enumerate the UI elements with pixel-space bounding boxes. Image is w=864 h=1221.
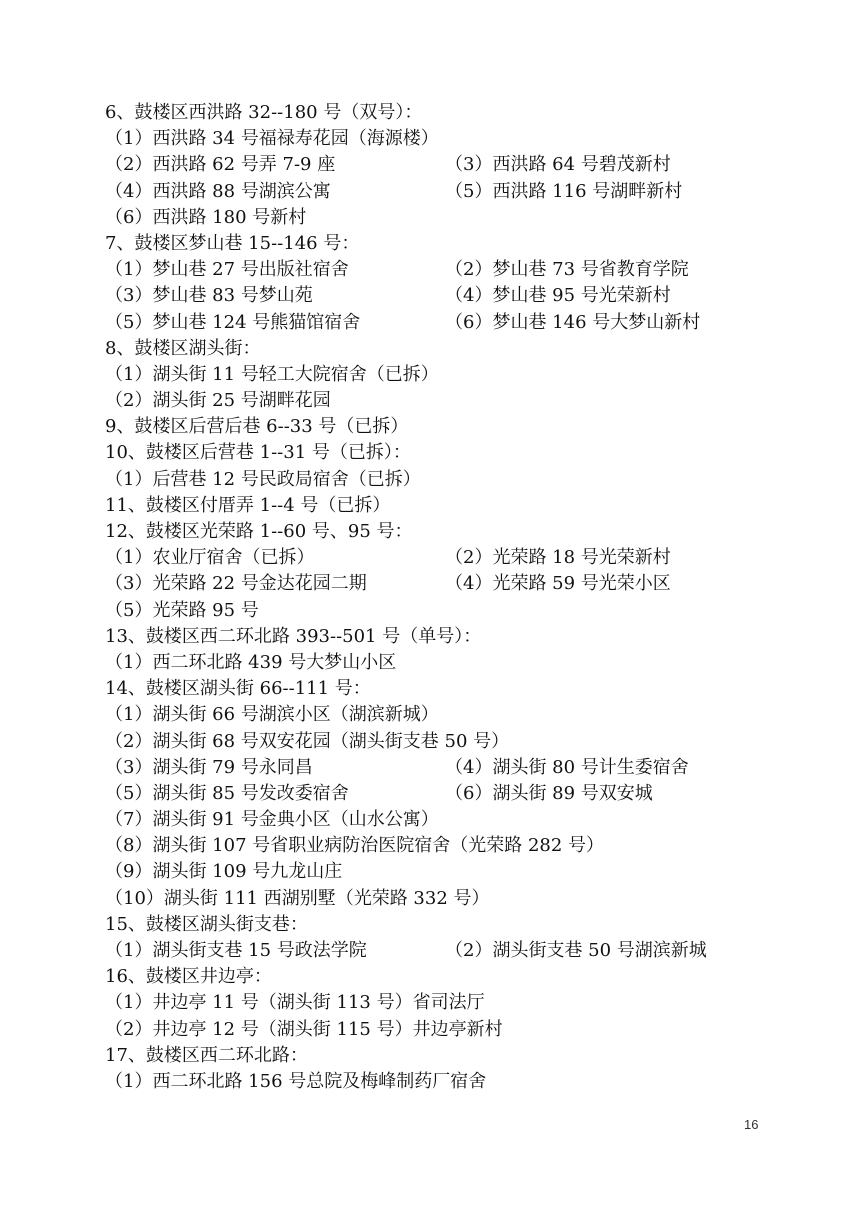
address-row	[105, 571, 785, 597]
section-heading: 10、鼓楼区后营巷 1--31 号（已拆）：	[105, 442, 411, 464]
address-row	[105, 650, 785, 676]
address-item: （6）梦山巷 146 号大梦山新村	[445, 311, 701, 333]
address-row	[105, 283, 785, 309]
address-row	[105, 755, 785, 781]
address-item: （5）光荣路 95 号	[105, 599, 259, 621]
section-heading: 12、鼓楼区光荣路 1--60 号、95 号：	[105, 521, 413, 542]
section-heading: 14、鼓楼区湖头街 66--111 号：	[105, 678, 371, 700]
address-item: （5）梦山巷 124 号熊猫馆宿舍	[105, 311, 361, 333]
address-row	[105, 938, 785, 964]
address-item: （3）西洪路 64 号碧茂新村	[445, 154, 671, 176]
address-item: （1）湖头街 11 号轻工大院宿舍（已拆）	[105, 363, 439, 385]
address-row	[105, 990, 785, 1016]
address-row	[105, 152, 785, 178]
address-item: （2）湖头街支巷 50 号湖滨新城	[445, 940, 707, 961]
address-item: （9）湖头街 109 号九龙山庄	[105, 861, 343, 883]
address-row	[105, 702, 785, 728]
address-item: （2）光荣路 18 号光荣新村	[445, 547, 671, 569]
address-item: （1）后营巷 12 号民政局宿舍（已拆）	[105, 468, 421, 490]
address-item: （7）湖头街 91 号金典小区（山水公寓）	[105, 809, 439, 831]
section-heading: 15、鼓楼区湖头街支巷：	[105, 913, 308, 935]
section-heading: 13、鼓楼区西二环北路 393--501 号（单号）：	[105, 625, 482, 647]
address-item: （2）湖头街 25 号湖畔花园	[105, 390, 331, 412]
address-item: （8）湖头街 107 号省职业病防治医院宿舍（光荣路 282 号）	[105, 835, 605, 857]
address-row	[105, 859, 785, 885]
address-item: （3）梦山巷 83 号梦山苑	[105, 285, 313, 307]
address-item: （6）湖头街 89 号双安城	[445, 782, 653, 804]
address-row	[105, 257, 785, 283]
address-item: （10）湖头街 111 西湖别墅（光荣路 332 号）	[105, 887, 490, 909]
page-number: 16	[744, 1117, 759, 1132]
address-row	[105, 598, 785, 624]
address-item: （4）湖头街 80 号计生委宿舍	[445, 756, 689, 778]
section-heading: 11、鼓楼区付厝弄 1--4 号（已拆）	[105, 494, 391, 516]
address-item: （1）井边亭 11 号（湖头街 113 号）省司法厅	[105, 992, 485, 1014]
address-item: （1）湖头街支巷 15 号政法学院	[105, 940, 367, 961]
address-row	[105, 781, 785, 807]
address-item: （6）西洪路 180 号新村	[105, 206, 307, 228]
address-item: （5）西洪路 116 号湖畔新村	[445, 180, 683, 202]
address-item: （1）西洪路 34 号福禄寿花园（海源楼）	[105, 128, 439, 150]
section-heading: 9、鼓楼区后营后巷 6--33 号（已拆）	[105, 416, 409, 438]
address-row	[105, 729, 785, 755]
section-heading: 16、鼓楼区井边亭：	[105, 966, 272, 988]
address-item: （5）湖头街 85 号发改委宿舍	[105, 782, 349, 804]
address-item: （1）湖头街 66 号湖滨小区（湖滨新城）	[105, 704, 439, 726]
address-row	[105, 388, 785, 414]
address-item: （2）梦山巷 73 号省教育学院	[445, 259, 689, 281]
address-row	[105, 310, 785, 336]
address-row	[105, 179, 785, 205]
address-row	[105, 1017, 785, 1043]
address-item: （4）梦山巷 95 号光荣新村	[445, 285, 671, 307]
address-row	[105, 362, 785, 388]
address-item: （1）农业厅宿舍（已拆）	[105, 547, 315, 569]
address-row	[105, 807, 785, 833]
address-item: （3）湖头街 79 号永同昌	[105, 756, 313, 778]
address-item: （2）西洪路 62 号弄 7-9 座	[105, 154, 336, 176]
address-item: （1）梦山巷 27 号出版社宿舍	[105, 259, 349, 281]
address-row	[105, 833, 785, 859]
address-row	[105, 886, 785, 912]
address-item: （1）西二环北路 439 号大梦山小区	[105, 651, 397, 673]
address-item: （4）光荣路 59 号光荣小区	[445, 573, 671, 595]
address-row	[105, 1069, 785, 1095]
section-heading: 7、鼓楼区梦山巷 15--146 号：	[105, 232, 360, 254]
address-item: （2）湖头街 68 号双安花园（湖头街支巷 50 号）	[105, 730, 510, 752]
section-heading: 17、鼓楼区西二环北路：	[105, 1044, 308, 1066]
section-heading: 8、鼓楼区湖头街：	[105, 337, 261, 359]
address-item: （4）西洪路 88 号湖滨公寓	[105, 180, 331, 202]
address-item: （1）西二环北路 156 号总院及梅峰制药厂宿舍	[105, 1070, 487, 1092]
section-heading: 6、鼓楼区西洪路 32--180 号（双号）：	[105, 102, 423, 123]
address-row	[105, 545, 785, 571]
address-item: （2）井边亭 12 号（湖头街 115 号）井边亭新村	[105, 1018, 503, 1040]
address-row	[105, 126, 785, 152]
document-body	[105, 100, 785, 1095]
address-item: （3）光荣路 22 号金达花园二期	[105, 573, 367, 595]
address-row	[105, 467, 785, 493]
address-row	[105, 205, 785, 231]
